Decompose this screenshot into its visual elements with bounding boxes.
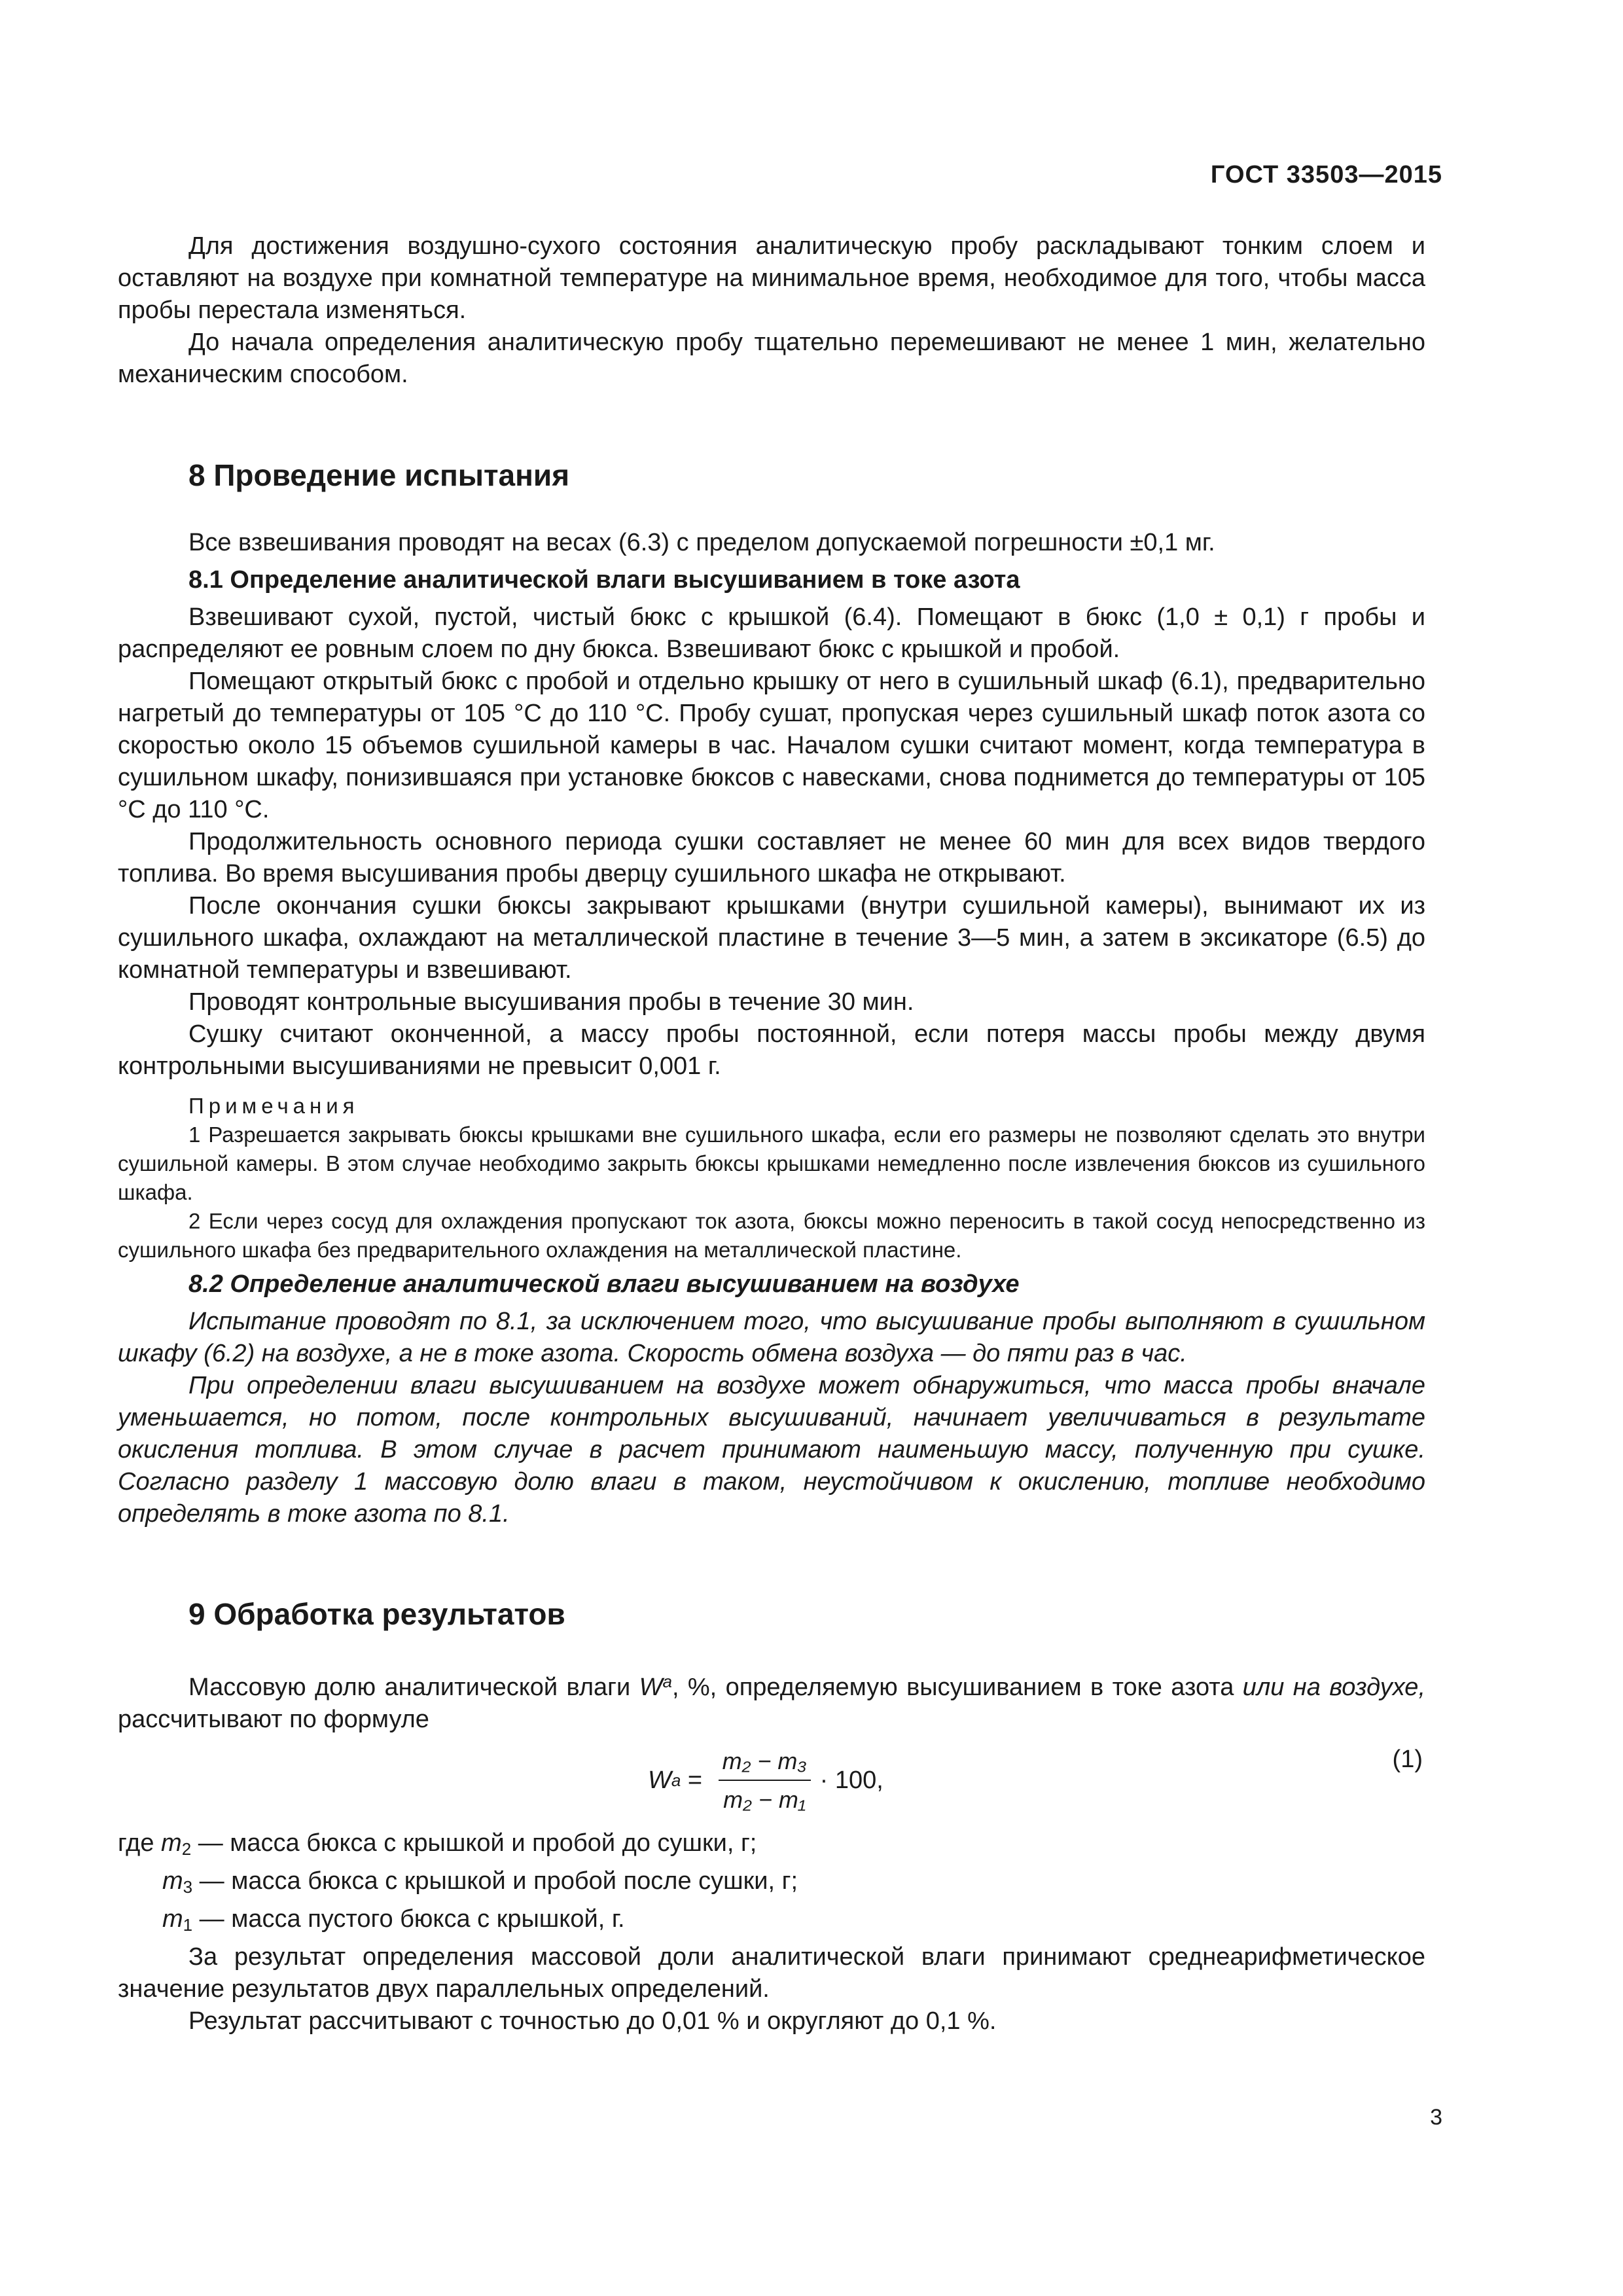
- section-8-paragraph: Все взвешивания проводят на весах (6.3) с пределом допускаемой погрешности ±0,1 мг.: [188, 529, 1215, 556]
- section-9-heading: 9 Обработка результатов: [188, 1597, 565, 1631]
- formula-lhs: W: [648, 1766, 671, 1794]
- subsection-8-1-paragraph-3: Продолжительность основного периода сушки составляет не менее 60 мин для всех видов твердого топлива. Во время высушивания пробы дверцу сушильного шкафа не открывают.: [118, 828, 1425, 888]
- where-prefix: где: [118, 1829, 162, 1857]
- formula-1: [118, 1736, 1425, 1827]
- section-9-paragraph-3: Результат рассчитывают с точностью до 0,01 % и округляют до 0,1 %.: [188, 2007, 997, 2035]
- where-var-3-sub: 1: [183, 1915, 193, 1935]
- where-text-3: — масса пустого бюкса с крышкой, г.: [192, 1905, 625, 1933]
- where-var-3: m: [162, 1905, 183, 1933]
- section-9-p1-part-b: , %, определяемую высушиванием в токе азота: [671, 1674, 1243, 1701]
- section-9-p1-part-c: рассчитывают по формуле: [118, 1706, 429, 1733]
- section-9-p1-italic: или на воздухе,: [1242, 1674, 1426, 1701]
- section-9-paragraph-2: За результат определения массовой доли аналитической влаги принимают среднеарифметическое значение результатов двух параллельных определений.: [118, 1943, 1425, 2003]
- subsection-8-1-paragraph-1: Взвешивают сухой, пустой, чистый бюкс с крышкой (6.4). Помещают в бюкс (1,0 ± 0,1) г пробы и распределяют ее ровным слоем по дну бюкса. Взвешивают бюкс с крышкой и пробой.: [118, 603, 1425, 663]
- moisture-symbol: W: [639, 1674, 663, 1701]
- formula-fraction: [719, 1745, 811, 1816]
- where-line-1: [118, 1827, 1425, 1865]
- formula-lhs-superscript: a: [671, 1770, 681, 1790]
- section-9-paragraph-1: [118, 1666, 1425, 1736]
- formula-number: (1): [1392, 1746, 1423, 1773]
- subsection-8-2-paragraph-1: Испытание проводят по 8.1, за исключением того, что высушивание пробы выполняют в сушильном шкафу (6.2) на воздухе, а не в токе азота. Скорость обмена воздуха — до пяти раз в час.: [118, 1308, 1425, 1367]
- note-2: 2 Если через сосуд для охлаждения пропускают ток азота, бюксы можно переносить в такой сосуд непосредственно из сушильного шкафа без предварительного охлаждения на металлической пластине.: [118, 1209, 1425, 1262]
- where-line-3: [118, 1903, 1425, 1941]
- where-var-2: m: [162, 1867, 183, 1895]
- formula-expression: [648, 1745, 883, 1816]
- where-var-2-sub: 3: [183, 1877, 193, 1897]
- where-var-1: m: [161, 1829, 182, 1857]
- intro-paragraph-2: До начала определения аналитическую пробу тщательно перемешивают не менее 1 мин, желательно механическим способом.: [118, 329, 1425, 388]
- document-body: [118, 230, 1425, 2037]
- where-line-2: [118, 1865, 1425, 1903]
- section-8-heading: 8 Проведение испытания: [188, 458, 570, 492]
- note-1: 1 Разрешается закрывать бюксы крышками вне сушильного шкафа, если его размеры не позволяют сделать это внутри сушильной камеры. В этом случае необходимо закрыть бюксы крышками немедленно после извлечения бюксов из сушильного шкафа.: [118, 1122, 1425, 1204]
- subsection-8-1-heading: 8.1 Определение аналитической влаги высушиванием в токе азота: [188, 566, 1020, 594]
- page-number: 3: [1430, 2105, 1442, 2130]
- where-text-2: — масса бюкса с крышкой и пробой после сушки, г;: [192, 1867, 798, 1895]
- formula-multiplier: · 100,: [819, 1766, 883, 1794]
- formula-denominator: m₂ − m₁: [723, 1786, 806, 1813]
- subsection-8-1-paragraph-5: Проводят контрольные высушивания пробы в течение 30 мин.: [188, 988, 914, 1016]
- subsection-8-1-paragraph-6: Сушку считают оконченной, а массу пробы постоянной, если потеря массы пробы между двумя контрольными высушиваниями не превысит 0,001 г.: [118, 1020, 1425, 1080]
- intro-paragraph-1: Для достижения воздушно-сухого состояния аналитическую пробу раскладывают тонким слоем и оставляют на воздухе при комнатной температуре на минимальное время, необходимое для того, чтобы масса пробы перестала изменяться.: [118, 232, 1425, 324]
- document-standard-id: ГОСТ 33503—2015: [1210, 161, 1442, 188]
- where-text-1: — масса бюкса с крышкой и пробой до сушки, г;: [191, 1829, 757, 1857]
- subsection-8-2-paragraph-2: При определении влаги высушиванием на воздухе может обнаружиться, что масса пробы вначале уменьшается, но потом, после контрольных высушиваний, начинает увеличиваться в результате окисления топлива. В этом случае в расчет принимают наименьшую массу, полученную при сушке. Согласно разделу 1 массовую долю влаги в таком, неустойчивом к окислению, топливе необходимо определять в токе азота по 8.1.: [118, 1372, 1425, 1528]
- section-9-p1-part-a: Массовую долю аналитической влаги: [188, 1674, 639, 1701]
- formula-numerator: m₂ − m₃: [719, 1745, 811, 1781]
- subsection-8-2-heading: 8.2 Определение аналитической влаги высушиванием на воздухе: [188, 1270, 1020, 1298]
- where-var-1-sub: 2: [181, 1839, 192, 1859]
- subsection-8-1-paragraph-4: После окончания сушки бюксы закрывают крышками (внутри сушильной камеры), вынимают их из сушильного шкафа, охлаждают на металлической пластине в течение 3—5 мин, а затем в эксикаторе (6.5) до комнатной температуры и взвешивают.: [118, 892, 1425, 984]
- formula-equals: =: [681, 1766, 709, 1794]
- notes-heading: Примечания: [188, 1094, 359, 1118]
- subsection-8-1-paragraph-2: Помещают открытый бюкс с пробой и отдельно крышку от него в сушильный шкаф (6.1), предварительно нагретый до температуры от 105 °С до 110 °С. Пробу сушат, пропуская через сушильный шкаф поток азота со скоростью около 15 объемов сушильной камеры в час. Началом сушки считают момент, когда температура в сушильном шкафу, понизившаяся при установке бюксов с навесками, снова поднимется до температуры от 105 °С до 110 °С.: [118, 668, 1425, 823]
- moisture-symbol-superscript: a: [662, 1672, 672, 1691]
